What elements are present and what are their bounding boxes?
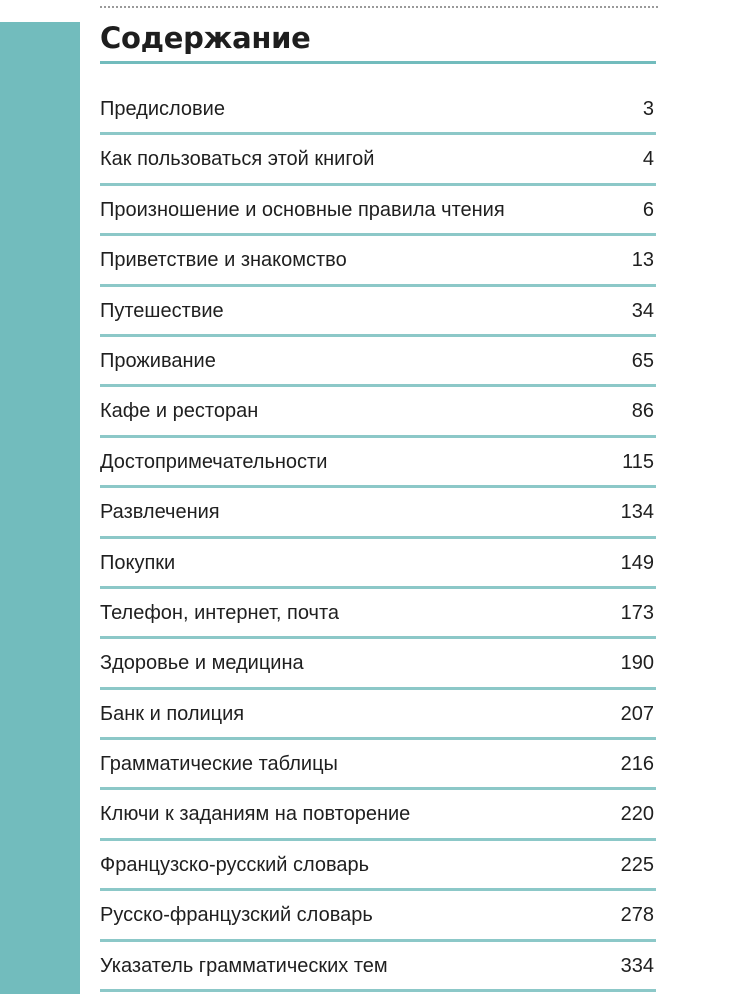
toc-entry-page-number: 6 xyxy=(642,198,654,221)
toc-entry-page-number: 278 xyxy=(620,904,654,927)
toc-entry[interactable] xyxy=(100,186,656,236)
toc-entry[interactable] xyxy=(100,337,656,387)
toc-entry-title: Ключи к заданиям на повторение xyxy=(100,803,411,826)
toc-entry-title: Произношение и основные правила чтения xyxy=(100,198,505,221)
page-title: Содержание xyxy=(100,21,311,55)
toc-entry-page-number: 225 xyxy=(620,853,654,876)
toc-entry[interactable] xyxy=(100,790,656,840)
toc-entry-page-number: 149 xyxy=(620,551,654,574)
toc-entry[interactable] xyxy=(100,438,656,488)
toc-entry[interactable] xyxy=(100,589,656,639)
toc-entry-title: Достопримечательности xyxy=(100,450,328,473)
top-dotted-rule xyxy=(100,6,658,8)
toc-entry-page-number: 207 xyxy=(620,702,654,725)
toc-entry-title: Как пользоваться этой книгой xyxy=(100,148,375,171)
toc-entry[interactable] xyxy=(100,488,656,538)
toc-entry[interactable] xyxy=(100,740,656,790)
accent-side-bar xyxy=(0,22,80,994)
toc-entry-page-number: 34 xyxy=(631,299,654,322)
toc-entry[interactable] xyxy=(100,690,656,740)
toc-entry-page-number: 3 xyxy=(642,98,654,120)
toc-entry-title: Телефон, интернет, почта xyxy=(100,601,340,624)
toc-entry[interactable] xyxy=(100,135,656,185)
toc-entry[interactable] xyxy=(100,841,656,891)
toc-entry-page-number: 190 xyxy=(620,652,654,675)
toc-entry-page-number: 334 xyxy=(620,954,654,977)
toc-entry-title: Покупки xyxy=(100,551,176,574)
toc-entry-title: Французско-русский словарь xyxy=(100,853,370,876)
toc-entry-title: Проживание xyxy=(100,349,216,372)
toc-entry-page-number: 134 xyxy=(620,501,654,524)
toc-entry-title: Указатель грамматических тем xyxy=(100,954,388,977)
toc-entry-title: Здоровье и медицина xyxy=(100,652,304,675)
toc-entry-page-number: 173 xyxy=(620,601,654,624)
toc-entry[interactable] xyxy=(100,85,656,135)
toc-entry[interactable] xyxy=(100,639,656,689)
toc-entry[interactable] xyxy=(100,539,656,589)
toc-entry-title: Предисловие xyxy=(100,98,225,120)
toc-entry-title: Русско-французский словарь xyxy=(100,904,373,927)
toc-entry-page-number: 115 xyxy=(622,450,654,473)
toc-entry-title: Кафе и ресторан xyxy=(100,400,259,423)
toc-entry-title: Банк и полиция xyxy=(100,702,245,725)
toc-entry[interactable] xyxy=(100,287,656,337)
toc-entry-page-number: 216 xyxy=(620,753,654,776)
toc-entry[interactable] xyxy=(100,236,656,286)
toc-entry-page-number: 86 xyxy=(631,400,654,423)
toc-entry-page-number: 4 xyxy=(642,148,654,171)
title-underline xyxy=(100,61,656,64)
toc-entry-page-number: 220 xyxy=(620,803,654,826)
toc-entry[interactable] xyxy=(100,891,656,941)
toc-entry-title: Грамматические таблицы xyxy=(100,753,338,776)
toc-entry-title: Развлечения xyxy=(100,501,220,524)
toc-entry-page-number: 13 xyxy=(631,249,654,272)
toc-entry-title: Путешествие xyxy=(100,299,224,322)
toc-entry[interactable] xyxy=(100,942,656,992)
toc-entry-page-number: 65 xyxy=(631,349,654,372)
toc-entry-title: Приветствие и знакомство xyxy=(100,249,347,272)
toc-entry[interactable] xyxy=(100,387,656,437)
table-of-contents xyxy=(100,85,656,992)
